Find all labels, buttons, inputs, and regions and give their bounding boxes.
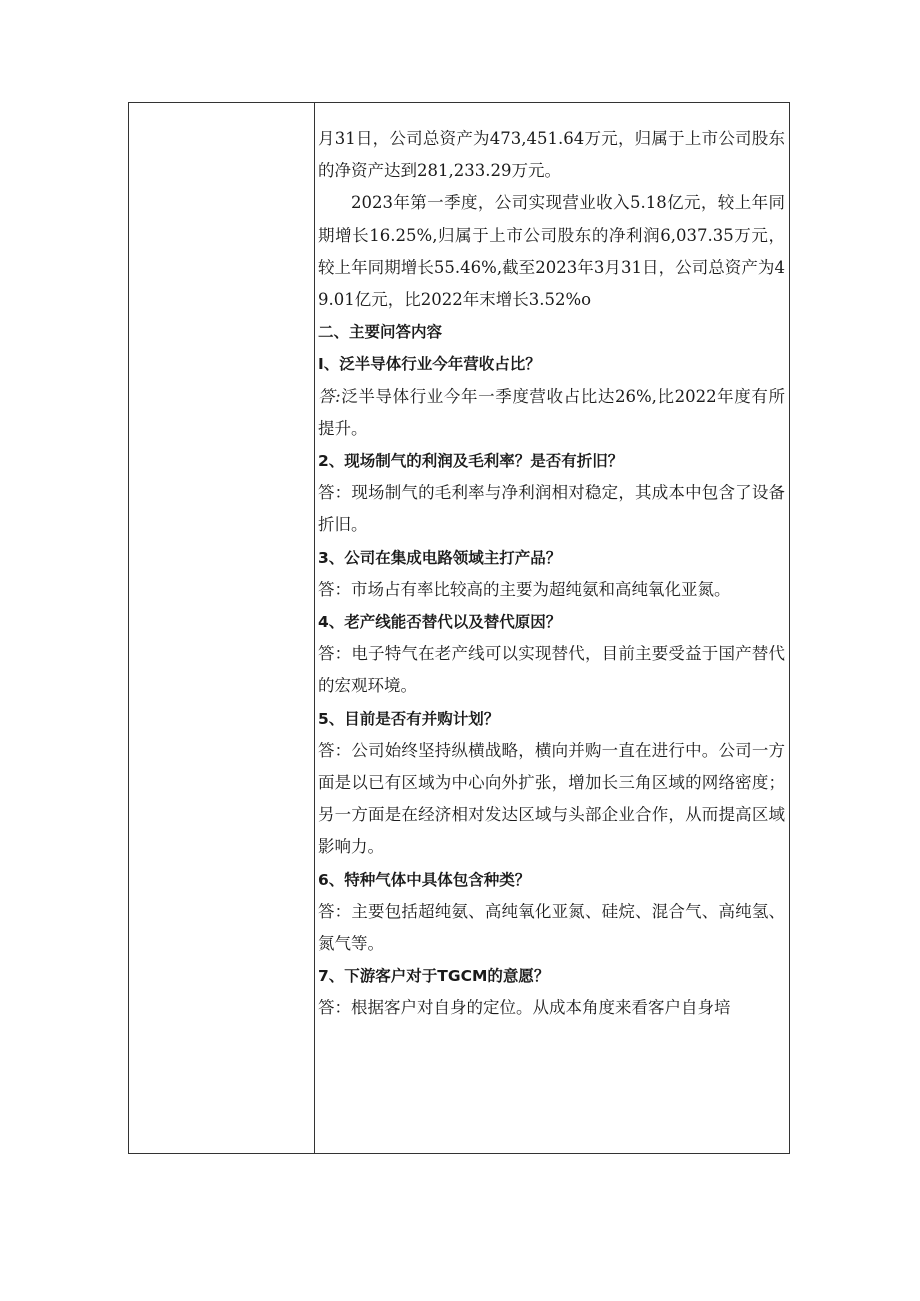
answer-3 [318, 574, 785, 606]
answer-prefix: 答： [318, 740, 352, 760]
question-7: 7、下游客户对于TGCM的意愿？ [318, 967, 550, 986]
question-3: 3、公司在集成电路领域主打产品？ [318, 548, 562, 567]
answer-7 [318, 992, 785, 1024]
answer-text: 主要包括超纯氨、高纯氧化亚氮、硅烷、混合气、高纯氢、氮气等。 [318, 901, 786, 954]
table-right-cell [315, 103, 789, 1153]
question-1: I、泛半导体行业今年营收占比？ [318, 355, 541, 374]
answer-6 [318, 896, 785, 960]
answer-prefix: 答： [318, 579, 351, 599]
answer-prefix: 答： [318, 483, 352, 503]
answer-text: 电子特气在老产线可以实现替代，目前主要受益于国产替代的宏观环境。 [318, 644, 786, 696]
answer-text: 市场占有率比较高的主要为超纯氨和高纯氧化亚氮。 [351, 579, 731, 599]
question-5: 5、目前是否有并购计划？ [318, 709, 500, 728]
answer-prefix: 答： [318, 644, 352, 664]
answer-prefix: 答: [318, 386, 341, 406]
answer-text: 公司始终坚持纵横战略，横向并购一直在进行中。公司一方面是以已有区域为中心向外扩张，增加长三角区域的网络密度；另一方面是在经济相对发达区域与头部企业合作，从而提高区域影响力。 [318, 740, 786, 857]
answer-text: 现场制气的毛利率与净利润相对稳定，其成本中包含了设备折旧。 [318, 483, 786, 535]
intro-paragraph-2: 2023年第一季度，公司实现营业收入5.18亿元，较上年同期增长16.25%,归属于上市公司股东的净利润6,037.35万元，较上年同期增长55.46%,截至2023年3月31日，公司总资产为49.01亿元，比2022年末增长3.52%o [318, 193, 785, 310]
table-left-cell [129, 103, 315, 1153]
answer-prefix: 答： [318, 998, 351, 1018]
answer-4 [318, 638, 785, 702]
answer-5 [318, 735, 785, 864]
answer-2 [318, 477, 785, 541]
answer-text: 泛半导体行业今年一季度营收占比达26%,比2022年度有所提升。 [318, 386, 785, 438]
question-6: 6、特种气体中具体包含种类？ [318, 870, 531, 889]
question-2: 2、现场制气的利润及毛利率？是否有折旧？ [318, 452, 624, 471]
question-4: 4、老产线能否替代以及替代原因？ [318, 613, 562, 632]
answer-text: 根据客户对自身的定位。从成本角度来看客户自身培 [351, 998, 731, 1018]
document-table [128, 102, 790, 1154]
answer-prefix: 答： [318, 901, 352, 921]
intro-paragraph-1: 月31日，公司总资产为473,451.64万元，归属于上市公司股东的净资产达到281,233.29万元。 [318, 129, 785, 181]
answer-1 [318, 381, 785, 445]
section-title: 二、主要问答内容 [318, 323, 443, 342]
